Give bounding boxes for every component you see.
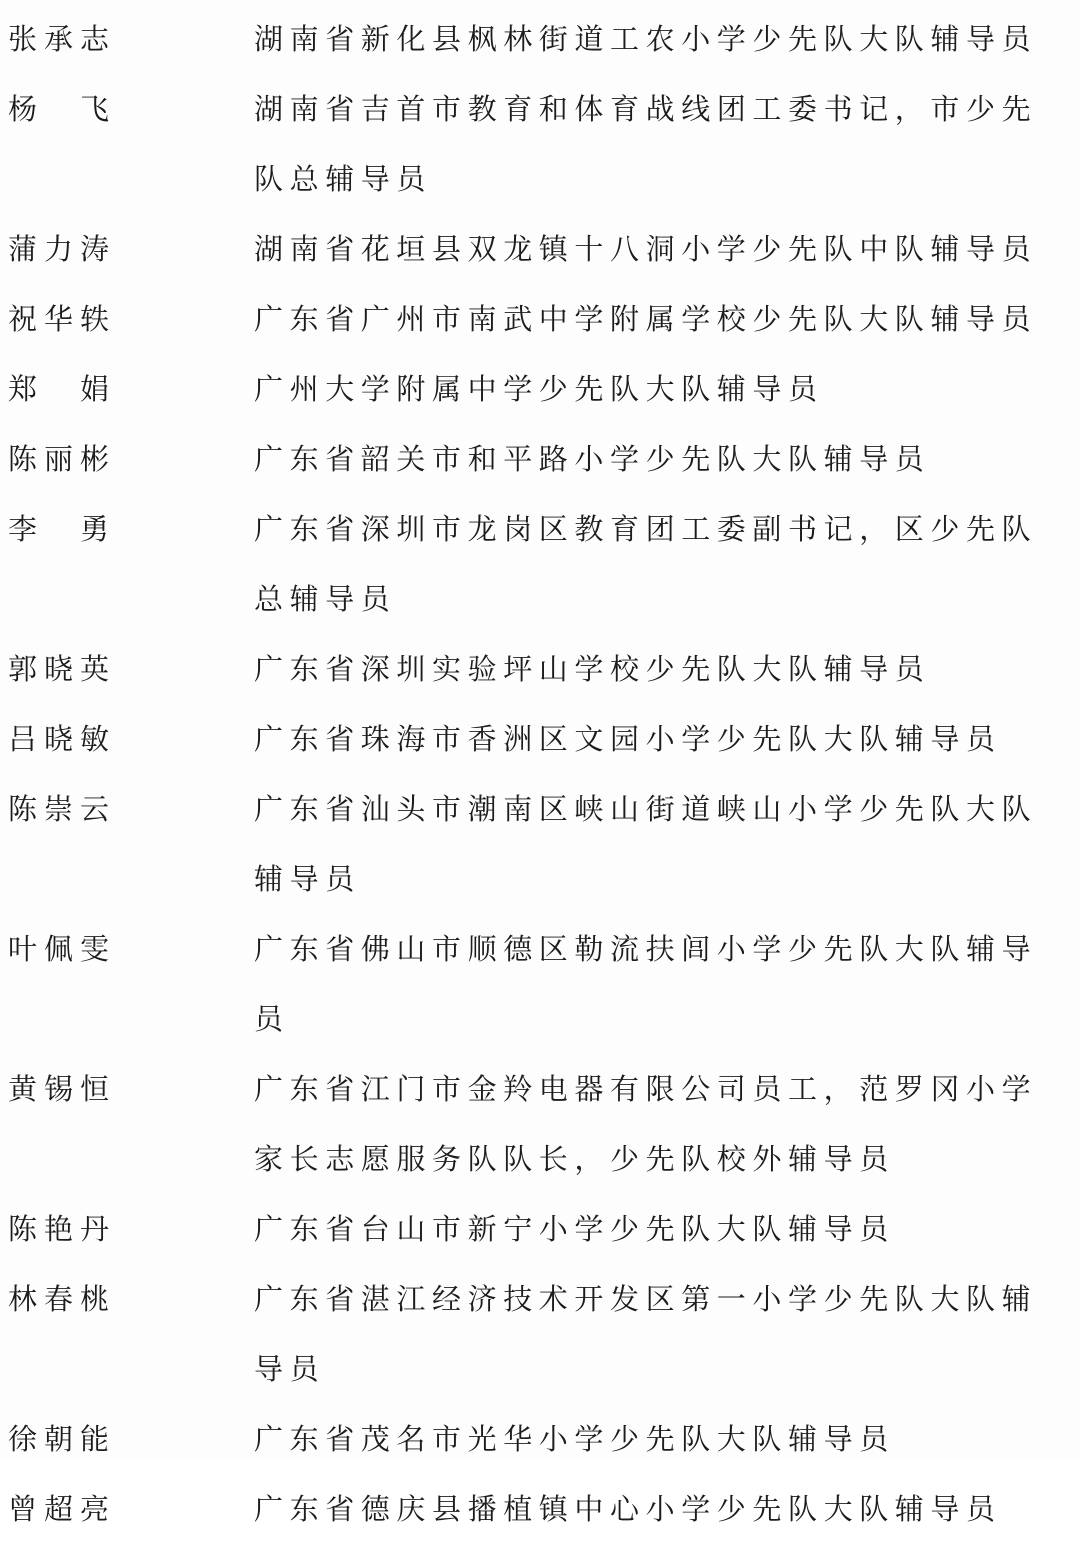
person-title: 广东省佛山市顺德区勒流扶闾小学少先队大队辅导员	[254, 932, 1038, 1036]
list-item	[8, 1404, 1072, 1474]
person-name: 祝 华 轶	[8, 302, 109, 336]
list-item	[8, 1054, 1072, 1194]
list-item	[8, 1264, 1072, 1404]
person-name: 曾 超 亮	[8, 1492, 109, 1526]
person-title: 广东省深圳市龙岗区教育团工委副书记，区少先队总辅导员	[254, 512, 1038, 616]
list-item	[8, 494, 1072, 634]
person-name: 陈 艳 丹	[8, 1212, 109, 1246]
person-title: 广东省茂名市光华小学少先队大队辅导员	[254, 1422, 895, 1456]
person-title: 广东省德庆县播植镇中心小学少先队大队辅导员	[254, 1492, 1002, 1526]
person-title: 广东省广州市南武中学附属学校少先队大队辅导员	[254, 302, 1038, 336]
list-item	[8, 284, 1072, 354]
list-item	[8, 634, 1072, 704]
person-name: 黄 锡 恒	[8, 1072, 109, 1106]
person-name: 杨 飞	[8, 92, 109, 126]
person-title: 广东省江门市金羚电器有限公司员工，范罗冈小学家长志愿服务队队长，少先队校外辅导员	[254, 1072, 1038, 1176]
person-name: 叶 佩 雯	[8, 932, 109, 966]
list-item	[8, 74, 1072, 214]
honoree-list	[8, 4, 1072, 1544]
person-title: 广东省珠海市香洲区文园小学少先队大队辅导员	[254, 722, 1002, 756]
list-item	[8, 424, 1072, 494]
person-title: 广东省深圳实验坪山学校少先队大队辅导员	[254, 652, 931, 686]
list-item	[8, 4, 1072, 74]
list-item	[8, 1474, 1072, 1544]
person-name: 郑 娟	[8, 372, 109, 406]
person-title: 湖南省新化县枫林街道工农小学少先队大队辅导员	[254, 22, 1038, 56]
person-name: 陈 崇 云	[8, 792, 109, 826]
person-title: 广东省韶关市和平路小学少先队大队辅导员	[254, 442, 931, 476]
person-title: 广东省汕头市潮南区峡山街道峡山小学少先队大队辅导员	[254, 792, 1038, 896]
person-title: 广东省湛江经济技术开发区第一小学少先队大队辅导员	[254, 1282, 1038, 1386]
list-item	[8, 354, 1072, 424]
list-item	[8, 914, 1072, 1054]
person-title: 广东省台山市新宁小学少先队大队辅导员	[254, 1212, 895, 1246]
person-title: 湖南省花垣县双龙镇十八洞小学少先队中队辅导员	[254, 232, 1038, 266]
person-name: 陈 丽 彬	[8, 442, 109, 476]
list-item	[8, 774, 1072, 914]
person-name: 林 春 桃	[8, 1282, 109, 1316]
person-title: 湖南省吉首市教育和体育战线团工委书记，市少先队总辅导员	[254, 92, 1038, 196]
person-name: 徐 朝 能	[8, 1422, 109, 1456]
list-item	[8, 214, 1072, 284]
list-item	[8, 1194, 1072, 1264]
list-item	[8, 704, 1072, 774]
person-name: 张 承 志	[8, 22, 109, 56]
person-name: 吕 晓 敏	[8, 722, 109, 756]
person-name: 郭 晓 英	[8, 652, 109, 686]
person-name: 李 勇	[8, 512, 109, 546]
person-title: 广州大学附属中学少先队大队辅导员	[254, 372, 824, 406]
person-name: 蒲 力 涛	[8, 232, 109, 266]
